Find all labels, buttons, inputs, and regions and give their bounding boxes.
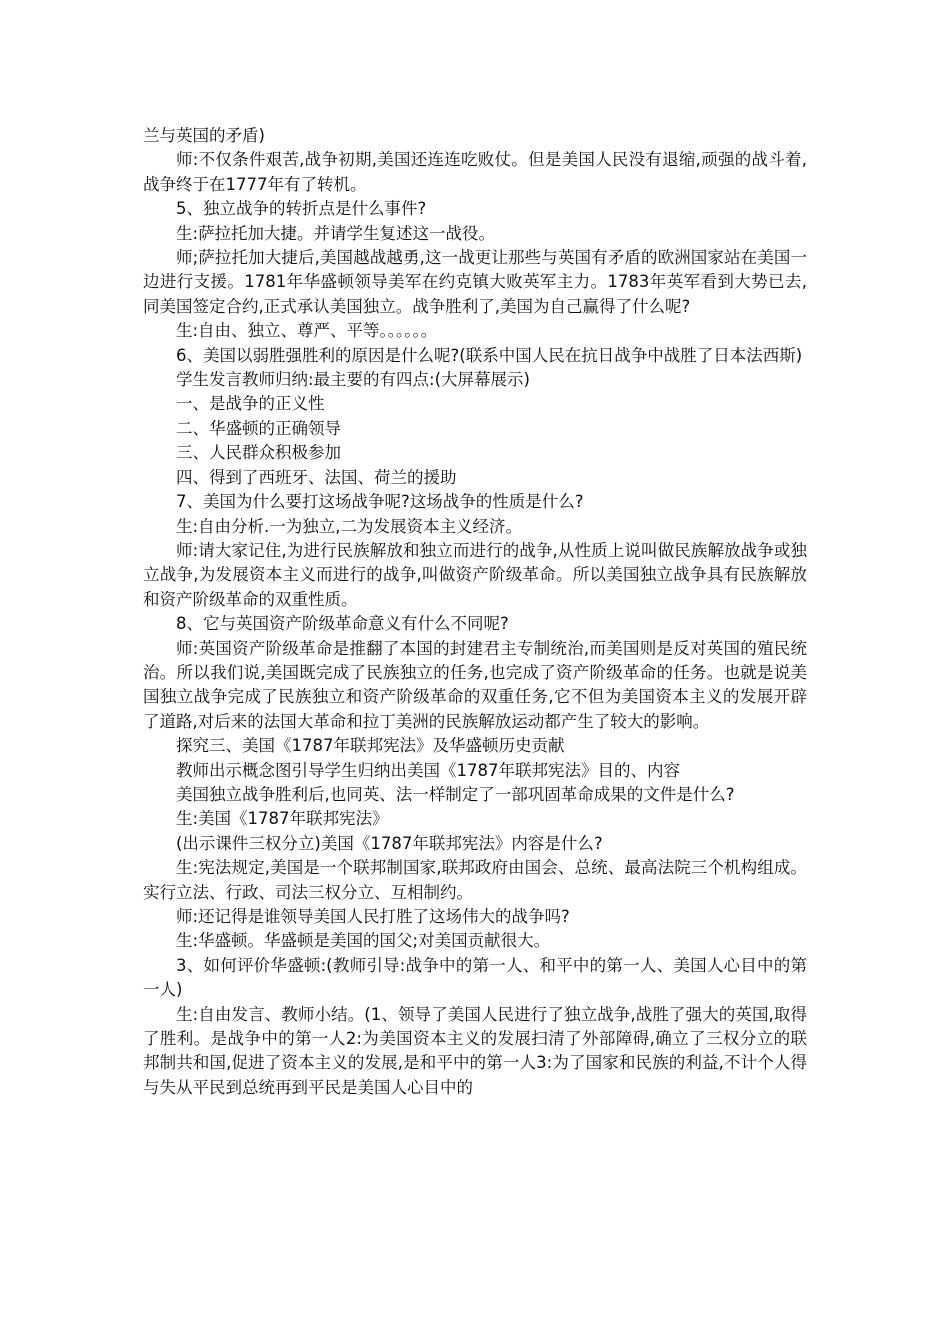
list-item: 一、是战争的正义性 [176,394,325,414]
list-item: 三、人民群众积极参加 [176,443,341,463]
paragraph: 生:自由分析.一为独立,二为发展资本主义经济。 [176,516,523,536]
paragraph: 生:宪法规定,美国是一个联邦制国家,联邦政府由国会、总统、最高法院三个机构组成。实行立法、行政、司法三权分立、互相制约。 [143,858,807,902]
paragraph: 师;萨拉托加大捷后,美国越战越勇,这一战更让那些与英国有矛盾的欧洲国家站在美国一边进行支援。1781年华盛顿领导美军在约克镇大败英军主力。1783年英军看到大势已去,同美国签定合约,正式承认美国独立。战争胜利了,美国为自己赢得了什么呢? [143,248,807,316]
paragraph: 师:不仅条件艰苦,战争初期,美国还连连吃败仗。但是美国人民没有退缩,顽强的战斗着,战争终于在1777年有了转机。 [143,150,807,194]
paragraph: 师:英国资产阶级革命是推翻了本国的封建君主专制统治,而美国则是反对英国的殖民统治。所以我们说,美国既完成了民族独立的任务,也完成了资产阶级革命的任务。也就是说美国独立战争完成了民族独立和资产阶级革命的双重任务,它不但为美国资本主义的发展开辟了道路,对后来的法国大革命和拉丁美洲的民族解放运动都产生了较大的影响。 [143,638,807,731]
paragraph: 生:华盛顿。华盛顿是美国的国父;对美国贡献很大。 [176,931,551,951]
paragraph: 生:萨拉托加大捷。并请学生复述这一战役。 [176,223,496,243]
list-item: 四、得到了西班牙、法国、荷兰的援助 [176,467,457,487]
question-heading: 7、美国为什么要打这场战争呢?这场战争的性质是什么? [176,492,584,512]
section-heading: 探究三、美国《1787年联邦宪法》及华盛顿历史贡献 [176,736,565,756]
paragraph: 师:还记得是谁领导美国人民打胜了这场伟大的战争吗? [176,907,570,926]
paragraph: 生:自由发言、教师小结。(1、领导了美国人民进行了独立战争,战胜了强大的英国,取得了胜利。是战争中的第一人2:为美国资本主义的发展扫清了外部障碍,确立了三权分立的联邦制共和国,促进了资本主义的发展,是和平中的第一人3:为了国家和民族的利益,不计个人得与失从平民到总统再到平民是美国人心目中的 [143,1004,807,1097]
document-body [143,124,807,1100]
paragraph: 美国独立战争胜利后,也同英、法一样制定了一部巩固革命成果的文件是什么? [176,784,735,804]
question-heading: 8、它与英国资产阶级革命意义有什么不同呢? [176,614,509,634]
paragraph: 生:美国《1787年联邦宪法》 [176,809,389,829]
question-heading: 5、独立战争的转折点是什么事件? [176,199,427,219]
paragraph: 生:自由、独立、尊严、平等。。。。。。 [176,321,438,341]
paragraph: 师:请大家记住,为进行民族解放和独立而进行的战争,从性质上说叫做民族解放战争或独立战争,为发展资本主义而进行的战争,叫做资产阶级革命。所以美国独立战争具有民族解放和资产阶级革命的双重性质。 [143,540,807,609]
question-heading: 6、美国以弱胜强胜利的原因是什么呢?(联系中国人民在抗日战争中战胜了日本法西斯) [176,345,803,365]
paragraph: 学生发言教师归纳:最主要的有四点:(大屏幕展示) [176,370,530,390]
paragraph: 兰与英国的矛盾) [143,126,265,145]
paragraph: (出示课件三权分立)美国《1787年联邦宪法》内容是什么? [176,833,603,853]
paragraph: 教师出示概念图引导学生归纳出美国《1787年联邦宪法》目的、内容 [176,760,680,780]
question-heading: 3、如何评价华盛顿:(教师引导:战争中的第一人、和平中的第一人、美国人心目中的第一人) [143,955,807,1000]
list-item: 二、华盛顿的正确领导 [176,418,341,438]
